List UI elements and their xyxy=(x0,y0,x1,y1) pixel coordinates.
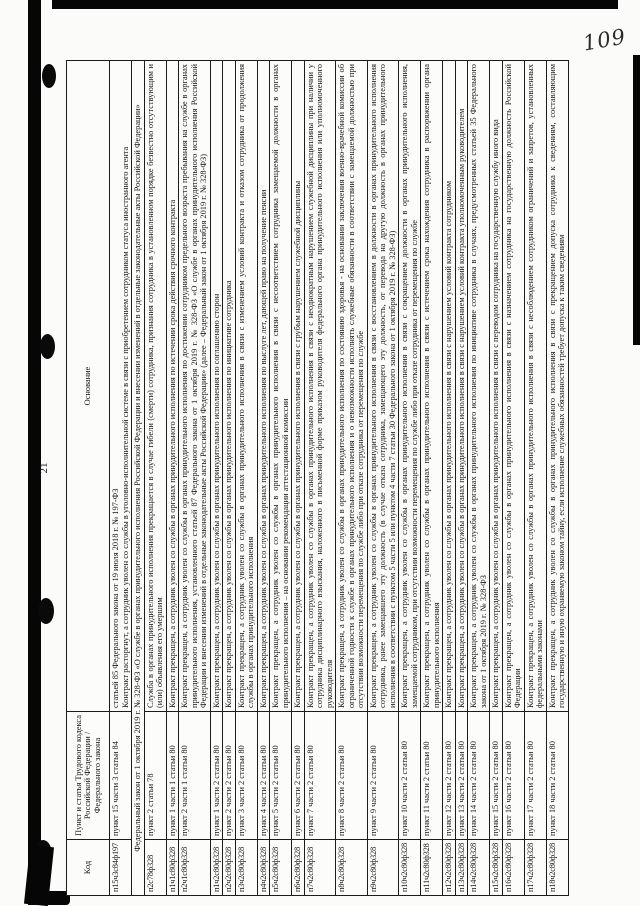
basis-paragraph: Контракт прекращен, а сотрудник уволен со службы в органах принудительного исполнения в связи с восстановлением в должности в органах принудительного исполнения сотрудника, ранее замещавшего эту должность (в случае отказа сотрудника, замещающего эту должность, от перевода на другую должность в органах принудительного исполнения в соответствии с пунктом 5 части 5 или пунктом 4 части 7 статьи 30 Федерального закона от 1 октября 2019 г. № 328-ФЗ) xyxy=(368,64,397,708)
handwritten-sheet-number: 109 xyxy=(581,24,628,56)
column-header-article: Пункт и статья Трудового кодекса Российской Федерации / Федерального закона xyxy=(67,712,110,840)
table-row xyxy=(235,61,257,896)
table-row xyxy=(546,61,568,896)
basis-paragraph: Контракт прекращен, а сотрудник уволен со службы в органах принудительного исполнения в связи с прекращением допуска сотрудника к сведениям, составляющим государственную и иную охраняемую законом тайну, если исполнение служебных обязанностей требует допуска к таким сведениям xyxy=(547,64,566,708)
basis-cell xyxy=(443,61,456,712)
table-row xyxy=(210,61,223,896)
article-cell: пункт 11 части 2 статьи 80 xyxy=(421,712,443,840)
basis-cell xyxy=(546,61,568,712)
code-cell: п16ч2с80ф328 xyxy=(502,840,524,896)
code-cell: п14ч2с80ф328 xyxy=(468,840,490,896)
code-cell: п15ч2с80ф328 xyxy=(490,840,503,896)
code-cell: п7ч2с80ф328 xyxy=(304,840,336,896)
punch-hole xyxy=(40,334,55,359)
scan-edge-right-strip xyxy=(633,55,640,345)
basis-paragraph: Контракт прекращен, а сотрудник уволен со службы в органах принудительного исполнения в связи с истечением срока нахождения сотрудника в распоряжении органа принудительного исполнения xyxy=(422,64,441,708)
basis-paragraph: Контракт прекращен, а сотрудник уволен со службы в органах принудительного исполнения по соглашению сторон xyxy=(211,293,221,708)
table-row xyxy=(304,61,336,896)
article-cell: пункт 2 части 1 статьи 80 xyxy=(179,712,211,840)
basis-paragraph: Контракт прекращен, а сотрудник уволен со службы в органах принудительного исполнения в связи с несоответствием сотрудника замещаемой должности в органах принудительного исполнения – на основании рекомендации аттестационной комиссии xyxy=(271,64,290,708)
article-cell: пункт 13 части 2 статьи 80 xyxy=(455,712,468,840)
table-row xyxy=(336,61,368,896)
article-cell: пункт 3 части 2 статьи 80 xyxy=(235,712,257,840)
basis-paragraph: Контракт прекращен, а сотрудник уволен со службы в органах принудительного исполнения в связи с несоблюдением сотрудником ограничений и запретов, установленных федеральными законами xyxy=(525,64,544,708)
dismissal-grounds-table xyxy=(66,60,569,896)
article-cell: пункт 10 части 2 статьи 80 xyxy=(399,712,421,840)
code-cell: п17ч2с80ф328 xyxy=(524,840,546,896)
basis-cell xyxy=(292,61,305,712)
section-title: Федеральный закон от 1 октября 2019 г. № 328-ФЗ «О службе в органах принудительного исполнения Российской Федерации и внесении изменений в отдельные законодательные акты Российской Федерации» xyxy=(132,61,145,896)
basis-paragraph: Контракт расторгнут, а сотрудник уволен со службы в уголовно-исполнительной системе в связи с приобретением сотрудником статуса иностранного агента xyxy=(120,146,130,708)
article-cell: пункт 16 части 2 статьи 80 xyxy=(502,712,524,840)
code-cell: п6ч2с80ф328 xyxy=(292,840,305,896)
basis-cell xyxy=(144,61,166,712)
code-cell: п1ч2с80ф328 xyxy=(210,840,223,896)
code-cell: п8ч2с80ф328 xyxy=(336,840,368,896)
column-header-code: Код xyxy=(67,840,110,896)
rotated-page-content xyxy=(66,60,618,896)
page-number: 21 xyxy=(38,462,50,474)
article-cell: пункт 6 части 2 статьи 80 xyxy=(292,712,305,840)
punch-hole xyxy=(42,64,56,88)
table-row xyxy=(502,61,524,896)
code-cell: п15ч3с84ф197 xyxy=(110,840,132,896)
basis-paragraph: Контракт прекращен, а сотрудник уволен со службы в органах принудительного исполнения по инициативе сотрудника xyxy=(224,280,233,708)
table-row xyxy=(468,61,490,896)
basis-cell xyxy=(235,61,257,712)
code-cell: п13ч2с80ф328 xyxy=(455,840,468,896)
code-cell: п2с78ф328 xyxy=(144,840,166,896)
article-cell: пункт 1 части 1 статьи 80 xyxy=(166,712,179,840)
table-row xyxy=(270,61,292,896)
basis-cell xyxy=(421,61,443,712)
code-cell: п2ч1с80ф328 xyxy=(179,840,211,896)
article-cell: пункт 18 части 2 статьи 80 xyxy=(546,712,568,840)
article-cell: пункт 15 части 2 статьи 80 xyxy=(490,712,503,840)
table-row xyxy=(421,61,443,896)
basis-cell xyxy=(367,61,399,712)
basis-cell xyxy=(270,61,292,712)
article-cell: пункт 8 части 2 статьи 80 xyxy=(336,712,368,840)
table-header-row xyxy=(67,61,110,896)
table-row xyxy=(223,61,236,896)
table-row xyxy=(179,61,211,896)
table-row xyxy=(399,61,421,896)
basis-cell xyxy=(336,61,368,712)
table-row xyxy=(257,61,270,896)
article-cell: пункт 12 части 2 статьи 80 xyxy=(443,712,456,840)
code-cell: п2ч2с80ф328 xyxy=(223,840,236,896)
code-cell: п18ч2с80ф328 xyxy=(546,840,568,896)
article-cell: пункт 1 части 2 статьи 80 xyxy=(210,712,223,840)
basis-paragraph: Контракт прекращен, а сотрудник уволен со службы в органах принудительного исполнения в связи с неоднократным нарушением служебной дисциплины при наличии у сотрудника дисциплинарного взыскания, наложенного в письменной форме приказом руководителя федерального органа принудительного исполнения или уполномоченного руководителя xyxy=(305,64,334,708)
article-cell: пункт 5 части 2 статьи 80 xyxy=(270,712,292,840)
basis-paragraph: Контракт прекращен, а сотрудник уволен со службы в органах принудительного исполнения в связи с грубым нарушением служебной дисциплины xyxy=(293,180,302,708)
code-cell: п3ч2с80ф328 xyxy=(235,840,257,896)
basis-cell xyxy=(490,61,503,712)
punch-hole xyxy=(38,598,54,624)
basis-paragraph: Контракт прекращен, а сотрудник уволен со службы в органах принудительного исполнения по состоянию здоровья - на основании заключения военно-врачебной комиссии об ограниченной годности к службе в органах принудительного исполнения и о невозможности исполнять служебные обязанности в соответствии с замещаемой должностью при отсутствии возможности перемещения по службе либо при отказе сотрудника от перемещения по службе xyxy=(337,64,365,708)
article-cell: пункт 17 части 2 статьи 80 xyxy=(524,712,546,840)
table-row xyxy=(367,61,399,896)
basis-paragraph: статьей 85 Федерального закона от 19 июля 2018 г. № 197-ФЗ xyxy=(111,488,120,708)
basis-paragraph: Контракт прекращен, а сотрудник уволен со службы в органах принудительного исполнения по инициативе сотрудника в случаях, предусмотренных статьей 35 Федерального закона от 1 октября 2019 г. № 328-ФЗ xyxy=(469,64,488,708)
basis-cell xyxy=(210,61,223,712)
article-cell: пункт 14 части 2 статьи 80 xyxy=(468,712,490,840)
basis-paragraph: Контракт прекращен, а сотрудник уволен со службы в органах принудительного исполнения в связи с переводом сотрудника на государственную службу иного вида xyxy=(491,119,500,708)
code-cell: п9ч2с80ф328 xyxy=(367,840,399,896)
table-row xyxy=(144,61,166,896)
basis-paragraph: Контракт прекращен, а сотрудник уволен со службы в органах принудительного исполнения в связи с назначением сотрудника на государственную должность Российской Федерации xyxy=(503,64,522,708)
table-row xyxy=(455,61,468,896)
section-header-row xyxy=(132,61,145,896)
table-row xyxy=(443,61,456,896)
basis-paragraph: Контракт прекращен, а сотрудник уволен со службы в органах принудительного исполнения в связи с сокращением должности в органах принудительного исполнения, замещаемой сотрудником, при отсутствии возможности перемещения по службе либо при отказе сотрудника от перемещения по службе xyxy=(400,64,419,708)
dismissal-table-body xyxy=(110,61,569,896)
basis-cell xyxy=(524,61,546,712)
basis-paragraph: Контракт прекращен, а сотрудник уволен со службы в органах принудительного исполнения в связи с изменением условий контракта и отказом сотрудника от продолжения службы в органах принудительного исполнения xyxy=(236,64,255,708)
basis-cell xyxy=(257,61,270,712)
code-cell: п1ч1с80ф328 xyxy=(166,840,179,896)
table-row xyxy=(166,61,179,896)
basis-paragraph: Контракт прекращен, а сотрудник уволен со службы в органах принудительного исполнения по истечении срока действия срочного контракта xyxy=(167,199,177,708)
basis-paragraph: Контракт прекращен, а сотрудник уволен со службы в органах принудительного исполнения по достижении сотрудником предельного возраста пребывания на службе в органах принудительного исполнения, установленного статьей 87 Федерального закона от 1 октября 2019 г. № 328-ФЗ «О службе в органах принудительного исполнения Российской Федерации и внесении изменений в отдельные законодательные акты Российской Федерации» (далее – Федеральный закон от 1 октября 2019 г. № 328-ФЗ) xyxy=(180,64,208,708)
basis-paragraph: Служба в органах принудительного исполнения прекращается в случае гибели (смерти) сотрудника, признания сотрудника в установленном порядке безвестно отсутствующим и (или) объявления его умершим xyxy=(145,64,164,708)
basis-cell xyxy=(179,61,211,712)
basis-cell xyxy=(399,61,421,712)
basis-paragraph: Контракт прекращен, а сотрудник уволен со службы в органах принудительного исполнения в связи с нарушением условий контракта сотрудником xyxy=(444,180,453,708)
code-cell: п4ч2с80ф328 xyxy=(257,840,270,896)
basis-cell xyxy=(223,61,236,712)
basis-paragraph: Контракт прекращен, а сотрудник уволен со службы в органах принудительного исполнения по выслуге лет, дающей право на получение пенсии xyxy=(258,189,268,708)
table-row xyxy=(292,61,305,896)
column-header-basis: Основание xyxy=(67,61,110,712)
article-cell: пункт 2 статьи 78 xyxy=(144,712,166,840)
table-row xyxy=(110,61,132,896)
article-cell: пункт 7 части 2 статьи 80 xyxy=(304,712,336,840)
code-cell: п5ч2с80ф328 xyxy=(270,840,292,896)
code-cell: п12ч2с80ф328 xyxy=(443,840,456,896)
table-row xyxy=(490,61,503,896)
article-cell: пункт 4 части 2 статьи 80 xyxy=(257,712,270,840)
table-row xyxy=(524,61,546,896)
article-cell: пункт 9 части 2 статьи 80 xyxy=(367,712,399,840)
article-cell: пункт 15 части 3 статьи 84 xyxy=(110,712,132,840)
basis-cell xyxy=(304,61,336,712)
basis-cell xyxy=(110,61,132,712)
basis-paragraph: Контракт прекращен, а сотрудник уволен со службы в органах принудительного исполнения в связи с нарушением условий контракта уполномоченным руководителем xyxy=(456,108,466,708)
basis-cell xyxy=(455,61,468,712)
scan-edge-top-bar xyxy=(52,0,618,9)
basis-cell xyxy=(166,61,179,712)
basis-cell xyxy=(468,61,490,712)
article-cell: пункт 2 части 2 статьи 80 xyxy=(223,712,236,840)
code-cell: п11ч2с80ф328 xyxy=(421,840,443,896)
code-cell: п10ч2с80ф328 xyxy=(399,840,421,896)
basis-cell xyxy=(502,61,524,712)
